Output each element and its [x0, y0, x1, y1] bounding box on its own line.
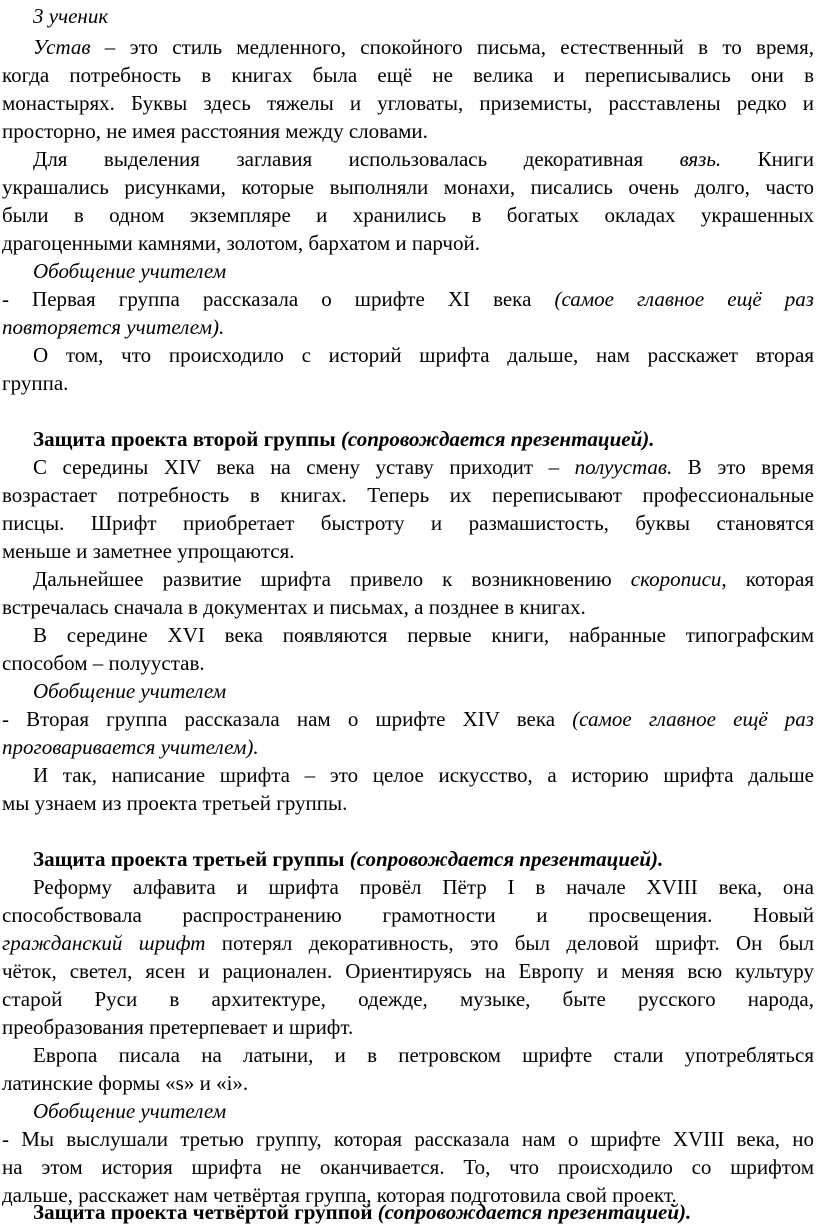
text-span: Защита проекта второй группы [33, 427, 341, 451]
term-skoropis: скорописи [630, 567, 722, 591]
text-span: О том, что происходило с историй шрифта дальше, нам расскажет вторая [33, 343, 814, 367]
text-line [2, 537, 814, 565]
text-span: (сопровождается презентацией). [349, 847, 664, 871]
text-span: мы узнаем из проекта третьей группы. [2, 791, 348, 815]
text-line [2, 1153, 814, 1181]
text-line [2, 313, 814, 341]
text-span: преобразования претерпевает и шрифт. [2, 1015, 354, 1039]
text-span: (самое главное ещё раз [572, 707, 814, 731]
text-span: монастырях. Буквы здесь тяжелы и угловаты, приземисты, расставлены редко и [2, 91, 814, 115]
text-span: способом – полуустав. [2, 651, 205, 675]
text-span: (самое главное ещё раз [554, 287, 814, 311]
text-span: Европа писала на латыни, и в петровском шрифте стали употребляться [33, 1043, 814, 1067]
text-span: С середины XIV века на смену уставу приходит – [33, 455, 575, 479]
text-span: писцы. Шрифт приобретает быстроту и размашистость, буквы становятся [2, 511, 814, 535]
text-span: повторяется учителем). [2, 315, 225, 339]
text-span: И так, написание шрифта – это целое искусство, а историю шрифта дальше [33, 763, 814, 787]
text-span: просторно, не имея расстояния между словами. [2, 119, 428, 143]
section-heading-group-4 [2, 1198, 814, 1226]
text-line [2, 61, 814, 89]
text-span: (сопровождается презентацией). [377, 1200, 692, 1224]
text-span: когда потребность в книгах была ещё не велика и переписывались они в [2, 63, 814, 87]
text-span: старой Руси в архитектуре, одежде, музыке, быте русского народа, [2, 987, 814, 1011]
text-line [2, 761, 814, 789]
text-span: на этом история шрифта не оканчивается. То, что происходило со шрифтом [2, 1155, 814, 1179]
text-line [2, 621, 814, 649]
text-span: Книги [721, 147, 814, 171]
text-span: – это стиль медленного, спокойного письма, естественный в то время, [90, 35, 814, 59]
text-line [2, 929, 814, 957]
text-span: проговаривается учителем). [2, 735, 259, 759]
text-span: меньше и заметнее упрощаются. [2, 539, 295, 563]
text-line [2, 369, 814, 397]
text-span: (сопровождается презентацией). [340, 427, 655, 451]
text-span: В середине XVI века появляются первые книги, набранные типографским [33, 623, 814, 647]
section-heading-group-2 [2, 425, 814, 453]
text-line [2, 593, 814, 621]
text-span: драгоценными камнями, золотом, бархатом и парчой. [2, 231, 480, 255]
text-span: Дальнейшее развитие шрифта привело к возникновению [33, 567, 631, 591]
text-line [2, 957, 814, 985]
text-line [2, 481, 814, 509]
text-line [2, 229, 814, 257]
text-line [2, 565, 814, 593]
text-line [2, 145, 814, 173]
text-span: Защита проекта четвёртой группой [33, 1200, 378, 1224]
text-line [2, 117, 814, 145]
text-line [2, 1069, 814, 1097]
text-span: Обобщение учителем [33, 1099, 227, 1123]
text-span: способствовала распространению грамотности и просвещения. Новый [2, 903, 814, 927]
text-span: чёток, светел, ясен и рационален. Ориентируясь на Европу и меняя всю культуру [2, 959, 814, 983]
text-line [2, 453, 814, 481]
text-span: - Вторая группа рассказала нам о шрифте XIV века [2, 707, 573, 731]
text-line [2, 201, 814, 229]
teacher-summary-heading [2, 1097, 814, 1125]
teacher-summary-heading [2, 257, 814, 285]
text-span: - Первая группа рассказала о шрифте XI века [2, 287, 555, 311]
text-line [2, 705, 814, 733]
text-span: Для выделения заглавия использовалась декоративная [33, 147, 680, 171]
text-line [2, 341, 814, 369]
teacher-summary-heading [2, 677, 814, 705]
text-line [2, 509, 814, 537]
text-line [2, 1041, 814, 1069]
text-span: 3 ученик [33, 4, 109, 28]
text-span: были в одном экземпляре и хранились в богатых окладах украшенных [2, 203, 814, 227]
text-span: украшались рисунками, которые выполняли монахи, писались очень долго, часто [2, 175, 814, 199]
student-heading [2, 2, 814, 30]
text-line [2, 789, 814, 817]
text-span: Реформу алфавита и шрифта провёл Пётр I в начале XVIII века, она [33, 875, 814, 899]
text-span: группа. [2, 371, 69, 395]
text-line [2, 173, 814, 201]
term-poluustav: полуустав. [574, 455, 673, 479]
text-line [2, 89, 814, 117]
text-span: возрастает потребность в книгах. Теперь их переписывают профессиональные [2, 483, 814, 507]
text-span: Обобщение учителем [33, 259, 227, 283]
text-span: дальше, расскажет нам четвёртая группа, которая подготовила свой проект. [2, 1183, 677, 1207]
text-line [2, 901, 814, 929]
term-vyaz: вязь. [679, 147, 722, 171]
text-line [2, 873, 814, 901]
text-line [2, 733, 814, 761]
text-line [2, 1013, 814, 1041]
term-grazhdansky-shrift: гражданский шрифт [2, 931, 206, 955]
text-span: встречалась сначала в документах и письмах, а позднее в книгах. [2, 595, 586, 619]
text-line [2, 985, 814, 1013]
text-span: латинские формы «s» и «i». [2, 1071, 249, 1095]
text-span: , которая [721, 567, 814, 591]
section-heading-group-3 [2, 845, 814, 873]
text-line [2, 649, 814, 677]
text-span: В это время [672, 455, 814, 479]
text-span: - Мы выслушали третью группу, которая рассказала нам о шрифте XVIII века, но [2, 1127, 814, 1151]
text-span: Защита проекта третьей группы [33, 847, 350, 871]
text-line [2, 33, 814, 61]
text-span: потерял декоративность, это был деловой шрифт. Он был [205, 931, 814, 955]
term-ustav: Устав [33, 35, 91, 59]
text-span: Обобщение учителем [33, 679, 227, 703]
text-line [2, 1125, 814, 1153]
text-line [2, 285, 814, 313]
